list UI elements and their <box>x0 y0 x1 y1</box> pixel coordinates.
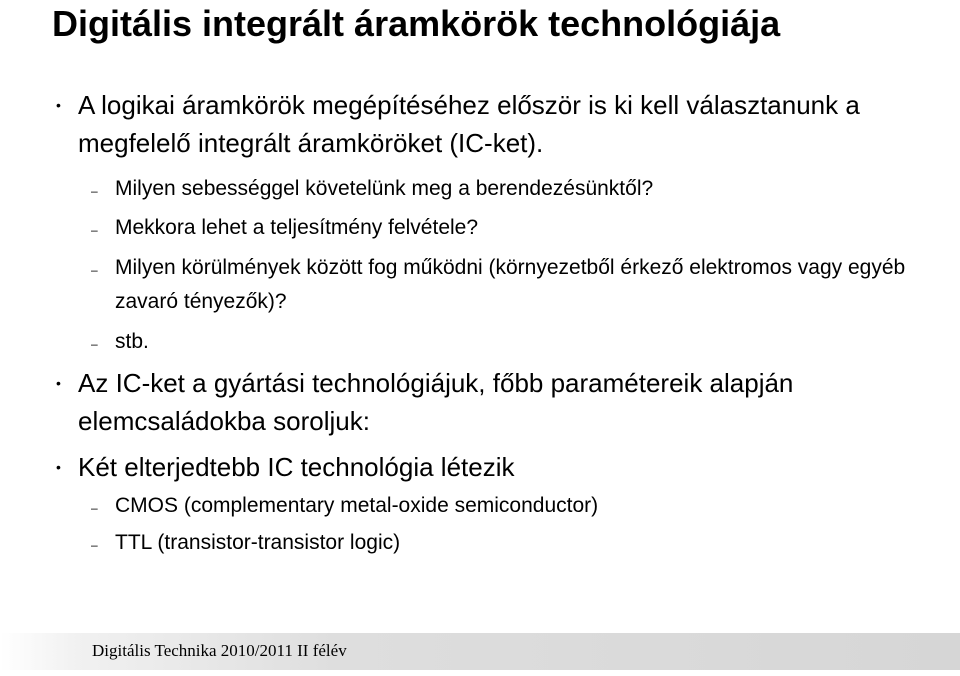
bullet-text: Két elterjedtebb IC technológia létezik <box>78 452 515 482</box>
sub-item-text: Mekkora lehet a teljesítmény felvétele? <box>115 216 479 239</box>
bullet-item-3 <box>56 448 938 486</box>
sub-item-text: Milyen körülmények között fog működni (környezetből érkező elektromos vagy egyéb zavaró tényezők)? <box>115 256 906 313</box>
dash-marker: – <box>91 501 98 515</box>
dash-marker: – <box>91 337 98 351</box>
dash-marker: – <box>91 538 98 552</box>
sub-item-1-3 <box>91 251 935 319</box>
footer-text: Digitális Technika 2010/2011 II félév <box>92 641 347 660</box>
footer-bar <box>0 633 960 670</box>
dash-marker: – <box>91 184 98 198</box>
bullet-text: Az IC-ket a gyártási technológiájuk, főbb paramétereik alapján elemcsaládokba soroljuk: <box>78 368 794 436</box>
sub-item-1-1 <box>91 172 935 206</box>
sub-item-text: stb. <box>115 330 149 353</box>
sub-item-text: TTL (transistor-transistor logic) <box>115 531 401 554</box>
slide-title: Digitális integrált áramkörök technológiája <box>52 3 781 44</box>
bullet-marker: • <box>56 375 61 391</box>
bullet-marker: • <box>56 97 61 113</box>
bullet-item-1 <box>56 86 938 162</box>
bullet-marker: • <box>56 459 61 475</box>
dash-marker: – <box>91 263 98 277</box>
sub-item-3-1 <box>91 489 935 523</box>
bullet-text: A logikai áramkörök megépítéséhez először is ki kell választanunk a megfelelő integrált áramköröket (IC-ket). <box>78 90 860 158</box>
dash-marker: – <box>91 223 98 237</box>
sub-item-text: Milyen sebességgel követelünk meg a berendezésünktől? <box>115 177 654 200</box>
sub-item-text: CMOS (complementary metal-oxide semiconductor) <box>115 494 599 517</box>
sub-item-1-4 <box>91 325 935 359</box>
bullet-item-2 <box>56 364 938 440</box>
sub-item-1-2 <box>91 211 935 245</box>
sub-item-3-2 <box>91 526 935 560</box>
